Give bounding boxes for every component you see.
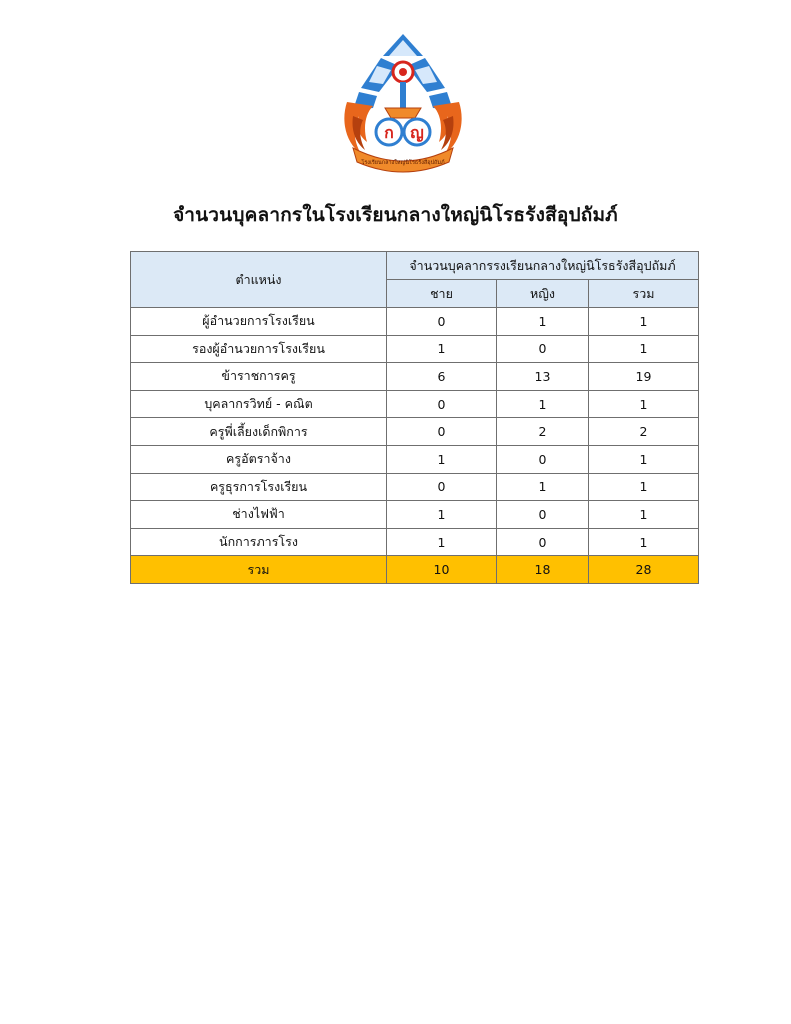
- totals-total-cell: 28: [589, 556, 699, 584]
- position-cell: นักการภารโรง: [131, 528, 387, 556]
- total-cell: 1: [589, 501, 699, 529]
- total-cell: 1: [589, 528, 699, 556]
- female-cell: 0: [497, 445, 589, 473]
- male-cell: 0: [387, 390, 497, 418]
- total-cell: 1: [589, 308, 699, 336]
- table-header-row: [131, 252, 699, 280]
- page-title: จำนวนบุคลากรในโรงเรียนกลางใหญ่นิโรธรังสีอุปถัมภ์: [173, 204, 618, 226]
- table-row: [131, 501, 699, 529]
- totals-label-cell: รวม: [131, 556, 387, 584]
- totals-female-cell: 18: [497, 556, 589, 584]
- male-cell: 1: [387, 528, 497, 556]
- total-cell: 1: [589, 473, 699, 501]
- female-cell: 2: [497, 418, 589, 446]
- position-column-header: ตำแหน่ง: [131, 252, 387, 308]
- total-column-header: รวม: [589, 280, 699, 308]
- school-logo: [339, 30, 467, 174]
- female-cell: 1: [497, 473, 589, 501]
- total-cell: 1: [589, 335, 699, 363]
- position-cell: ครูพี่เลี้ยงเด็กพิการ: [131, 418, 387, 446]
- logo-initial-left: ก: [384, 123, 394, 142]
- position-cell: ข้าราชการครู: [131, 363, 387, 391]
- table-row: [131, 445, 699, 473]
- male-cell: 1: [387, 445, 497, 473]
- female-column-header: หญิง: [497, 280, 589, 308]
- total-cell: 2: [589, 418, 699, 446]
- group-column-header: จำนวนบุคลากรรงเรียนกลางใหญ่นิโรธรังสีอุปถัมภ์: [387, 252, 699, 280]
- table-row: [131, 473, 699, 501]
- table-row: [131, 418, 699, 446]
- total-cell: 1: [589, 390, 699, 418]
- logo-ribbon-text: โรงเรียนกลางใหญ่นิโรธรังสีอุปถัมภ์: [361, 160, 445, 166]
- table-row: [131, 335, 699, 363]
- female-cell: 1: [497, 308, 589, 336]
- male-cell: 0: [387, 473, 497, 501]
- table-row: [131, 390, 699, 418]
- male-cell: 6: [387, 363, 497, 391]
- position-cell: ครูธุรการโรงเรียน: [131, 473, 387, 501]
- position-cell: รองผู้อำนวยการโรงเรียน: [131, 335, 387, 363]
- male-cell: 1: [387, 501, 497, 529]
- staff-count-table: [130, 251, 699, 584]
- female-cell: 0: [497, 501, 589, 529]
- totals-row: [131, 556, 699, 584]
- female-cell: 0: [497, 528, 589, 556]
- total-cell: 19: [589, 363, 699, 391]
- male-cell: 1: [387, 335, 497, 363]
- table-row: [131, 308, 699, 336]
- male-cell: 0: [387, 308, 497, 336]
- total-cell: 1: [589, 445, 699, 473]
- logo-initial-right: ญ: [410, 123, 424, 142]
- table-row: [131, 363, 699, 391]
- position-cell: บุคลากรวิทย์ - คณิต: [131, 390, 387, 418]
- male-cell: 0: [387, 418, 497, 446]
- position-cell: ผู้อำนวยการโรงเรียน: [131, 308, 387, 336]
- male-column-header: ชาย: [387, 280, 497, 308]
- female-cell: 1: [497, 390, 589, 418]
- female-cell: 13: [497, 363, 589, 391]
- position-cell: ครูอัตราจ้าง: [131, 445, 387, 473]
- totals-male-cell: 10: [387, 556, 497, 584]
- table-row: [131, 528, 699, 556]
- position-cell: ช่างไฟฟ้า: [131, 501, 387, 529]
- female-cell: 0: [497, 335, 589, 363]
